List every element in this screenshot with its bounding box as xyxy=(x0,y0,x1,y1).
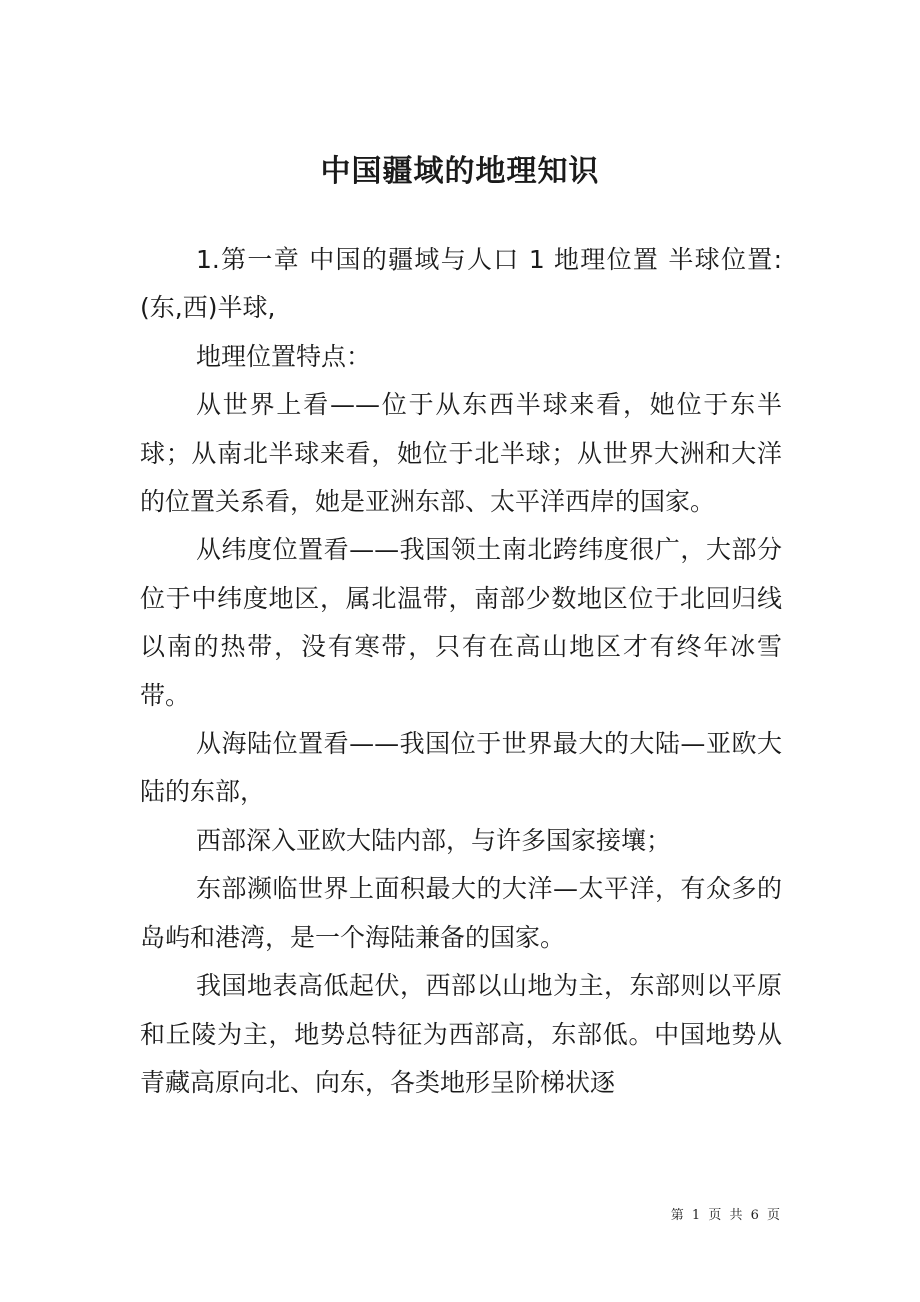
page-number-footer: 第 1 页 共 6 页 xyxy=(670,1208,782,1223)
paragraph-west: 西部深入亚欧大陆内部，与许多国家接壤； xyxy=(196,825,672,855)
paragraph-world-view: 从世界上看——位于从东西半球来看，她位于东半球；从南北半球来看，她位于北半球；从世界大洲和大洋的位置关系看，她是亚洲东部、太平洋西岸的国家。 xyxy=(140,390,782,517)
paragraph-latitude: 从纬度位置看——我国领土南北跨纬度很广，大部分位于中纬度地区，属北温带，南部少数地区位于北回归线以南的热带，没有寒带，只有在高山地区才有终年冰雪带。 xyxy=(140,535,782,710)
paragraph-terrain: 我国地表高低起伏，西部以山地为主，东部则以平原和丘陵为主，地势总特征为西部高，东部低。中国地势从青藏高原向北、向东，各类地形呈阶梯状逐 xyxy=(140,971,782,1097)
paragraph-location-features: 地理位置特点： xyxy=(196,341,372,371)
document-title: 中国疆域的地理知识 xyxy=(320,154,600,190)
paragraph-hemisphere: 1.第一章 中国的疆域与人口 1 地理位置 半球位置: (东,西)半球, xyxy=(140,245,782,323)
document-body xyxy=(140,236,782,1107)
paragraph-land-sea: 从海陆位置看——我国位于世界最大的大陆—亚欧大陆的东部， xyxy=(140,729,782,807)
paragraph-east: 东部濒临世界上面积最大的大洋—太平洋，有众多的岛屿和港湾，是一个海陆兼备的国家。 xyxy=(140,874,782,952)
